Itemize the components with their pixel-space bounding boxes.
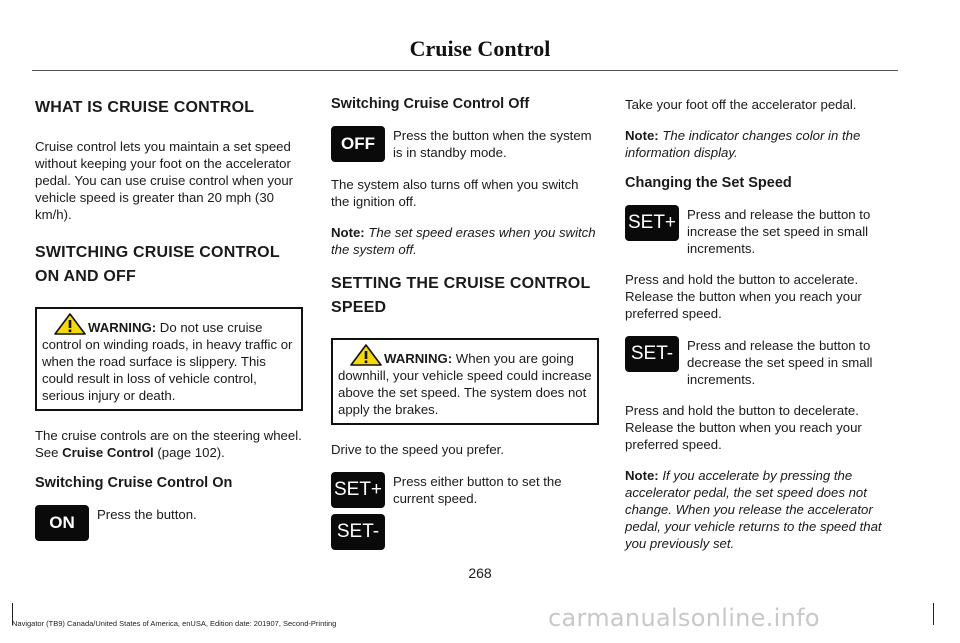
page-title: Cruise Control [409, 36, 551, 61]
column-1 [35, 96, 303, 555]
set-either-text: Press either button to set the current speed. [393, 474, 562, 506]
note-set-speed-erases: Note: The set speed erases when you switch the system off. [331, 225, 596, 257]
warning-box-winding-roads [35, 307, 303, 411]
warning-label: WARNING: [384, 351, 453, 366]
on-button-row [35, 505, 303, 541]
heading-setting-speed: SETTING THE CRUISE CONTROL SPEED [331, 275, 591, 316]
off-button-text: Press the button when the system is in standby mode. [393, 128, 592, 160]
set-plus-row [625, 205, 893, 257]
subheading-switching-on: Switching Cruise Control On [35, 475, 233, 491]
warning-triangle-icon [54, 313, 86, 335]
cruise-control-link[interactable]: Cruise Control [62, 445, 154, 460]
set-minus-row [625, 336, 893, 388]
ignition-paragraph: The system also turns off when you switch the ignition off. [331, 177, 579, 209]
page-number: 268 [468, 565, 492, 581]
set-minus-button-icon: SET- [331, 514, 385, 550]
on-button-text: Press the button. [97, 507, 197, 522]
warning-text: Do not use cruise control on winding roads, in heavy traffic or when the road surface is slippery. This could result in loss of vehicle control, serious injury or death. [42, 320, 293, 403]
warning-label: WARNING: [88, 320, 157, 335]
set-plus-button-icon: SET+ [331, 472, 385, 508]
warning-text: When you are going downhill, your vehicle speed could increase above the set speed. The system does not apply the brakes. [338, 351, 592, 417]
heading-switching-on-off: SWITCHING CRUISE CONTROL ON AND OFF [35, 244, 280, 285]
note-indicator-color: Note: The indicator changes color in the information display. [625, 128, 861, 160]
heading-what-is-cruise-control: WHAT IS CRUISE CONTROL [35, 99, 255, 116]
off-button-row [331, 126, 599, 162]
steering-wheel-paragraph: The cruise controls are on the steering wheel. See Cruise Control (page 102). [35, 428, 302, 460]
drive-paragraph: Drive to the speed you prefer. [331, 442, 505, 457]
column-3 [625, 96, 893, 566]
column-2 [331, 96, 599, 550]
warning-triangle-icon [350, 344, 382, 366]
increase-text: Press and release the button to increase the set speed in small increments. [687, 207, 871, 256]
decrease-text: Press and release the button to decrease the set speed in small increments. [687, 338, 873, 387]
warning-box-downhill [331, 338, 599, 425]
decelerate-paragraph: Press and hold the button to decelerate. Release the button when you reach your preferred speed. [625, 403, 862, 452]
edition-footer: Navigator (TB9) Canada/United States of America, enUSA, Edition date: 201907, Second-Printing [12, 619, 337, 628]
subheading-changing-set-speed: Changing the Set Speed [625, 175, 792, 191]
subheading-switching-off: Switching Cruise Control Off [331, 96, 530, 112]
note-accelerator-pedal: Note: If you accelerate by pressing the accelerator pedal, the set speed does not change. When you release the accelerator pedal, your vehicle returns to the speed that you previously set. [625, 468, 882, 551]
crop-mark-right [933, 603, 934, 625]
intro-paragraph: Cruise control lets you maintain a set speed without keeping your foot on the accelerator pedal. You can use cruise control when your vehicle speed is greater than 20 mph (30 km/h). [35, 139, 294, 222]
off-button-icon: OFF [331, 126, 385, 162]
on-button-icon: ON [35, 505, 89, 541]
set-plus-button-icon: SET+ [625, 205, 679, 241]
watermark: carmanualsonline.info [548, 604, 820, 632]
foot-off-paragraph: Take your foot off the accelerator pedal. [625, 97, 857, 112]
header-rule [32, 70, 898, 71]
accelerate-paragraph: Press and hold the button to accelerate. Release the button when you reach your preferred speed. [625, 272, 862, 321]
set-minus-button-icon: SET- [625, 336, 679, 372]
set-buttons-row [331, 472, 599, 508]
